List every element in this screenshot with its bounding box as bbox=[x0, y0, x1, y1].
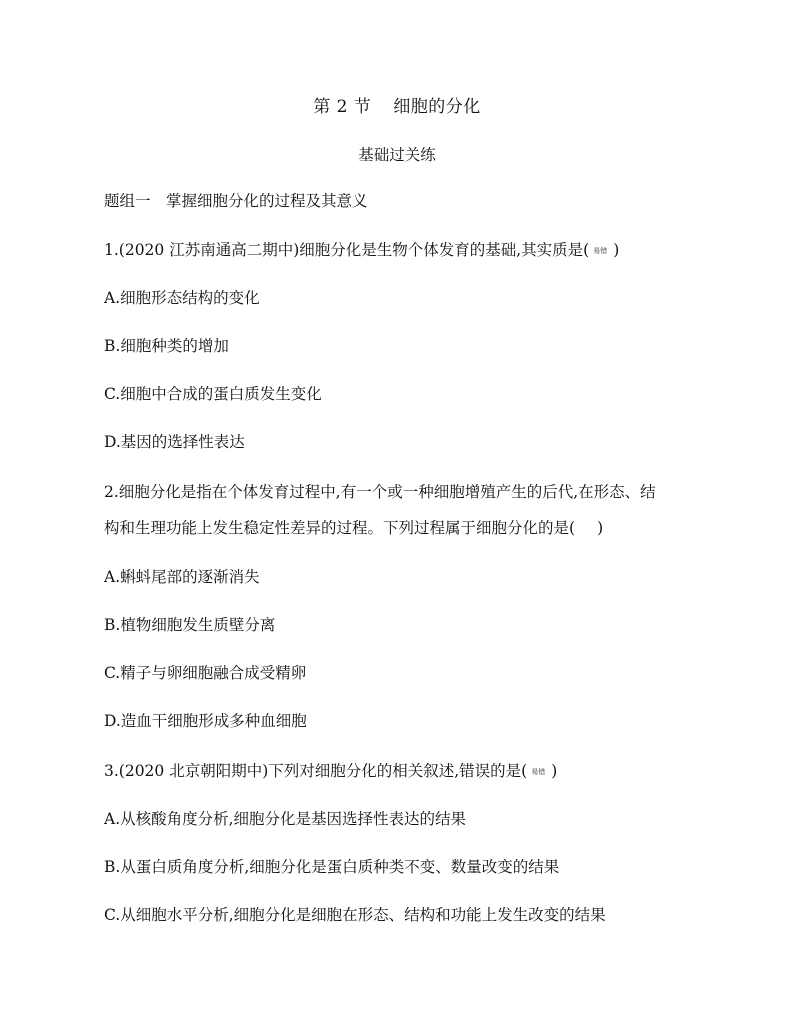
page-title bbox=[0, 92, 794, 117]
question-2-option-b: B.植物细胞发生质壁分离 bbox=[104, 616, 276, 634]
section-number: 第 2 节 bbox=[313, 97, 372, 117]
question-3-stem: 3.(2020 北京朝阳期中)下列对细胞分化的相关叙述,错误的是( 易错 ) bbox=[104, 762, 558, 780]
question-2-stem-line-1: 2.细胞分化是指在个体发育过程中,有一个或一种细胞增殖产生的后代,在形态、结 bbox=[104, 483, 656, 501]
difficulty-tag: 易错 bbox=[593, 247, 608, 255]
question-2-option-d: D.造血干细胞形成多种血细胞 bbox=[104, 712, 307, 730]
question-3-option-c: C.从细胞水平分析,细胞分化是细胞在形态、结构和功能上发生改变的结果 bbox=[104, 906, 606, 924]
question-1-option-c: C.细胞中合成的蛋白质发生变化 bbox=[104, 385, 322, 403]
question-2-stem-line-2: 构和生理功能上发生稳定性差异的过程。下列过程属于细胞分化的是( ) bbox=[104, 519, 604, 537]
question-1-option-d: D.基因的选择性表达 bbox=[104, 433, 245, 451]
question-1-option-a: A.细胞形态结构的变化 bbox=[104, 289, 260, 307]
question-2-option-c: C.精子与卵细胞融合成受精卵 bbox=[104, 664, 307, 682]
section-name: 细胞的分化 bbox=[393, 97, 481, 117]
question-2-option-a: A.蝌蚪尾部的逐渐消失 bbox=[104, 568, 260, 586]
question-1-option-b: B.细胞种类的增加 bbox=[104, 337, 229, 355]
question-1-stem: 1.(2020 江苏南通高二期中)细胞分化是生物个体发育的基础,其实质是( 易错 ) bbox=[104, 241, 620, 259]
page-subtitle: 基础过关练 bbox=[358, 146, 436, 164]
question-3-option-b: B.从蛋白质角度分析,细胞分化是蛋白质种类不变、数量改变的结果 bbox=[104, 858, 560, 876]
difficulty-tag: 易错 bbox=[531, 768, 546, 776]
question-3-option-a: A.从核酸角度分析,细胞分化是基因选择性表达的结果 bbox=[104, 810, 467, 828]
question-group-heading: 题组一 掌握细胞分化的过程及其意义 bbox=[104, 192, 368, 210]
